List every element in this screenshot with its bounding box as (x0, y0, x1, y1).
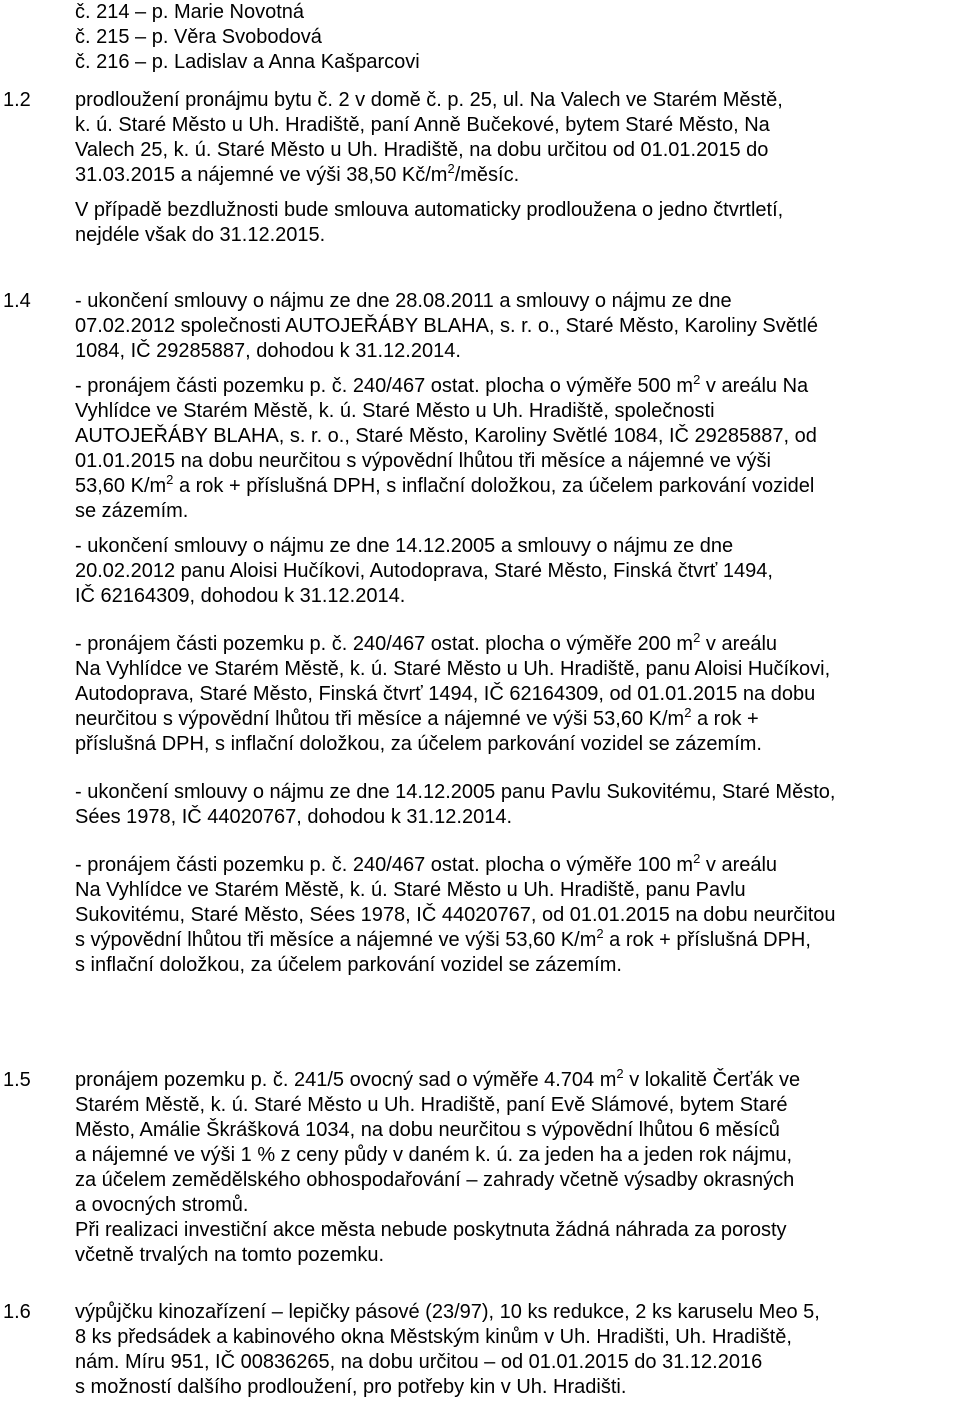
text-line: nám. Míru 951, IČ 00836265, na dobu určitou – od 01.01.2015 do 31.12.2016 (75, 1351, 763, 1373)
text-line: 07.02.2012 společnosti AUTOJEŘÁBY BLAHA, s. r. o., Staré Město, Karoliny Světlé (75, 315, 818, 337)
superscript: 2 (684, 705, 692, 720)
text-line (75, 853, 957, 878)
text-run: v areálu (700, 854, 778, 876)
text-line: IČ 62164309, dohodou k 31.12.2014. (75, 585, 406, 607)
section-body (75, 289, 957, 978)
text-line: - ukončení smlouvy o nájmu ze dne 28.08.2011 a smlouvy o nájmu ze dne (75, 290, 732, 312)
text-run: a rok + (691, 708, 759, 730)
text-run: a rok + příslušná DPH, s inflační doložkou, za účelem parkování vozidel (173, 475, 815, 497)
section-number: 1.2 (3, 89, 31, 111)
section-body (75, 1068, 957, 1268)
text-run: - pronájem části pozemku p. č. 240/467 ostat. plocha o výměře 100 m (75, 854, 694, 876)
section-number: 1.6 (3, 1301, 31, 1323)
text-line: V případě bezdlužnosti bude smlouva automaticky prodloužena o jedno čtvrtletí, (75, 199, 784, 221)
text-run: v areálu Na (700, 375, 809, 397)
text-line: Město, Amálie Škrášková 1034, na dobu neurčitou s výpovědní lhůtou 6 měsíců (75, 1119, 780, 1141)
text-line: a nájemné ve výši 1 % z ceny půdy v daném k. ú. za jeden ha a jeden rok nájmu, (75, 1144, 793, 1166)
text-line: 01.01.2015 na dobu neurčitou s výpovědní lhůtou tři měsíce a nájemné ve výši (75, 450, 771, 472)
superscript: 2 (693, 851, 701, 866)
text-line (75, 474, 957, 499)
text-line: Na Vyhlídce ve Starém Městě, k. ú. Staré Město u Uh. Hradiště, panu Aloisi Hučíkovi, (75, 658, 831, 680)
text-line: 8 ks předsádek a kabinového okna Městským kinům v Uh. Hradišti, Uh. Hradiště, (75, 1326, 792, 1348)
list-item: č. 215 – p. Věra Svobodová (75, 26, 322, 48)
superscript: 2 (166, 472, 174, 487)
text-line: - ukončení smlouvy o nájmu ze dne 14.12.2005 a smlouvy o nájmu ze dne (75, 535, 734, 557)
superscript: 2 (693, 630, 701, 645)
text-line: prodloužení pronájmu bytu č. 2 v domě č. p. 25, ul. Na Valech ve Starém Městě, (75, 89, 783, 111)
text-run: v lokalitě Čerťák ve (623, 1069, 801, 1091)
superscript: 2 (596, 926, 604, 941)
text-line: Na Vyhlídce ve Starém Městě, k. ú. Staré Město u Uh. Hradiště, panu Pavlu (75, 879, 746, 901)
text-run: - pronájem části pozemku p. č. 240/467 ostat. plocha o výměře 200 m (75, 633, 694, 655)
text-run: 31.03.2015 a nájemné ve výši 38,50 Kč/m (75, 164, 448, 186)
text-line: Při realizaci investiční akce města nebude poskytnuta žádná náhrada za porosty (75, 1219, 787, 1241)
text-line (75, 163, 957, 188)
text-run: - pronájem části pozemku p. č. 240/467 ostat. plocha o výměře 500 m (75, 375, 694, 397)
text-line (75, 374, 957, 399)
text-run: /měsíc. (454, 164, 520, 186)
text-line: a ovocných stromů. (75, 1194, 249, 1216)
text-line: Valech 25, k. ú. Staré Město u Uh. Hradiště, na dobu určitou od 01.01.2015 do (75, 139, 769, 161)
superscript: 2 (693, 372, 701, 387)
text-line: Sées 1978, IČ 44020767, dohodou k 31.12.2014. (75, 806, 513, 828)
superscript: 2 (616, 1066, 624, 1081)
text-line: za účelem zemědělského obhospodařování – zahrady včetně výsadby okrasných (75, 1169, 795, 1191)
text-line: - ukončení smlouvy o nájmu ze dne 14.12.2005 panu Pavlu Sukovitému, Staré Město, (75, 781, 836, 803)
list-item: č. 216 – p. Ladislav a Anna Kašparcovi (75, 51, 420, 73)
section-number: 1.4 (3, 290, 31, 312)
text-run: s výpovědní lhůtou tři měsíce a nájemné ve výši 53,60 K/m (75, 929, 597, 951)
section-number: 1.5 (3, 1069, 31, 1091)
text-line (75, 928, 957, 953)
text-run: a rok + příslušná DPH, (603, 929, 811, 951)
list-item: č. 214 – p. Marie Novotná (75, 1, 305, 23)
text-line: Autodoprava, Staré Město, Finská čtvrť 1494, IČ 62164309, od 01.01.2015 na dobu (75, 683, 816, 705)
text-run: 53,60 K/m (75, 475, 167, 497)
text-line: 1084, IČ 29285887, dohodou k 31.12.2014. (75, 340, 461, 362)
text-line: nejdéle však do 31.12.2015. (75, 224, 326, 246)
text-line: včetně trvalých na tomto pozemku. (75, 1244, 385, 1266)
text-run: pronájem pozemku p. č. 241/5 ovocný sad o výměře 4.704 m (75, 1069, 617, 1091)
text-line (75, 632, 957, 657)
superscript: 2 (447, 161, 455, 176)
text-run: neurčitou s výpovědní lhůtou tři měsíce a nájemné ve výši 53,60 K/m (75, 708, 685, 730)
text-line: příslušná DPH, s inflační doložkou, za účelem parkování vozidel se zázemím. (75, 733, 762, 755)
text-line (75, 1068, 957, 1093)
section-body (75, 88, 957, 248)
text-line: Starém Městě, k. ú. Staré Město u Uh. Hradiště, paní Evě Slámové, bytem Staré (75, 1094, 788, 1116)
text-line: se zázemím. (75, 500, 189, 522)
text-line: Vyhlídce ve Starém Městě, k. ú. Staré Město u Uh. Hradiště, společnosti (75, 400, 715, 422)
text-line: výpůjčku kinozařízení – lepičky pásové (23/97), 10 ks redukce, 2 ks karuselu Meo 5, (75, 1301, 820, 1323)
text-line (75, 707, 957, 732)
text-run: v areálu (700, 633, 778, 655)
text-line: Sukovitému, Staré Město, Sées 1978, IČ 44020767, od 01.01.2015 na dobu neurčitou (75, 904, 836, 926)
text-line: k. ú. Staré Město u Uh. Hradiště, paní Anně Bučekové, bytem Staré Město, Na (75, 114, 770, 136)
text-line: 20.02.2012 panu Aloisi Hučíkovi, Autodoprava, Staré Město, Finská čtvrť 1494, (75, 560, 773, 582)
text-line: s možností dalšího prodloužení, pro potřeby kin v Uh. Hradišti. (75, 1376, 627, 1398)
section-body (75, 1300, 957, 1400)
text-line: s inflační doložkou, za účelem parkování vozidel se zázemím. (75, 954, 622, 976)
text-line: AUTOJEŘÁBY BLAHA, s. r. o., Staré Město, Karoliny Světlé 1084, IČ 29285887, od (75, 425, 817, 447)
